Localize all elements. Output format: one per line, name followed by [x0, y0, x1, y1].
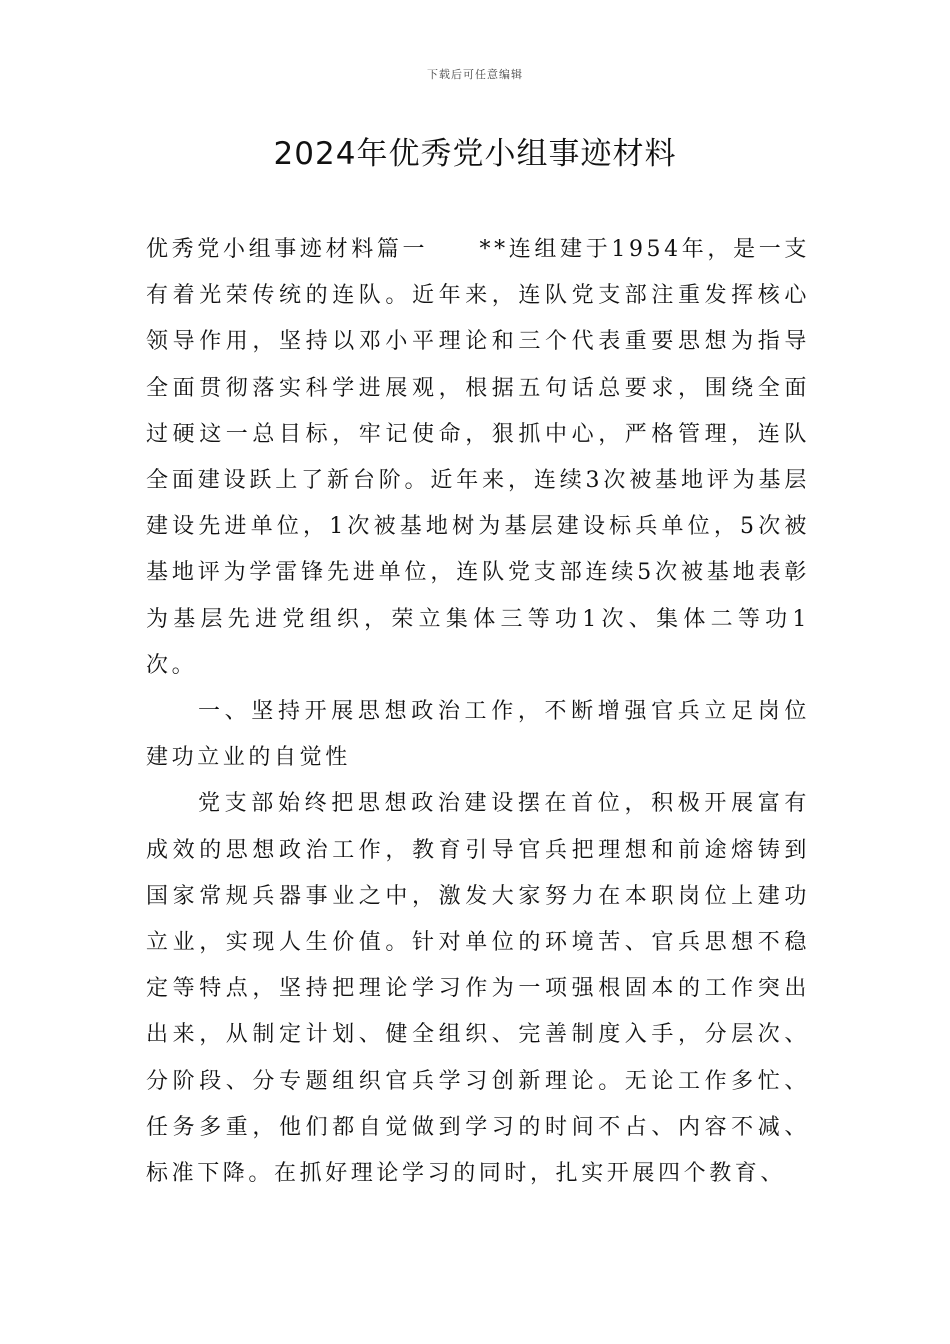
document-title: 2024年优秀党小组事迹材料: [273, 136, 677, 172]
header-note: 下载后可任意编辑: [427, 68, 523, 81]
body-paragraph-3: 党支部始终把思想政治建设摆在首位，积极开展富有成效的思想政治工作，教育引导官兵把理想和前途熔铸到国家常规兵器事业之中，激发大家努力在本职岗位上建功立业，实现人生价值。针对单位的环境苦、官兵思想不稳定等特点，坚持把理论学习作为一项强根固本的工作突出出来，从制定计划、健全组织、完善制度入手，分层次、分阶段、分专题组织官兵学习创新理论。无论工作多忙、任务多重，他们都自觉做到学习的时间不占、内容不减、标准下降。在抓好理论学习的同时，扎实开展四个教育、: [146, 791, 810, 1187]
document-body: [146, 227, 810, 1197]
body-paragraph-1: 优秀党小组事迹材料篇一 **连组建于1954年，是一支有着光荣传统的连队。近年来，连队党支部注重发挥核心领导作用，坚持以邓小平理论和三个代表重要思想为指导全面贯彻落实科学进展观，根据五句话总要求，围绕全面过硬这一总目标，牢记使命，狠抓中心，严格管理，连队全面建设跃上了新台阶。近年来，连续3次被基地评为基层建设先进单位，1次被基地树为基层建设标兵单位，5次被基地评为学雷锋先进单位，连队党支部连续5次被基地表彰为基层先进党组织，荣立集体三等功1次、集体二等功1次。: [146, 237, 810, 678]
body-paragraph-2: 一、坚持开展思想政治工作，不断增强官兵立足岗位建功立业的自觉性: [146, 699, 810, 771]
